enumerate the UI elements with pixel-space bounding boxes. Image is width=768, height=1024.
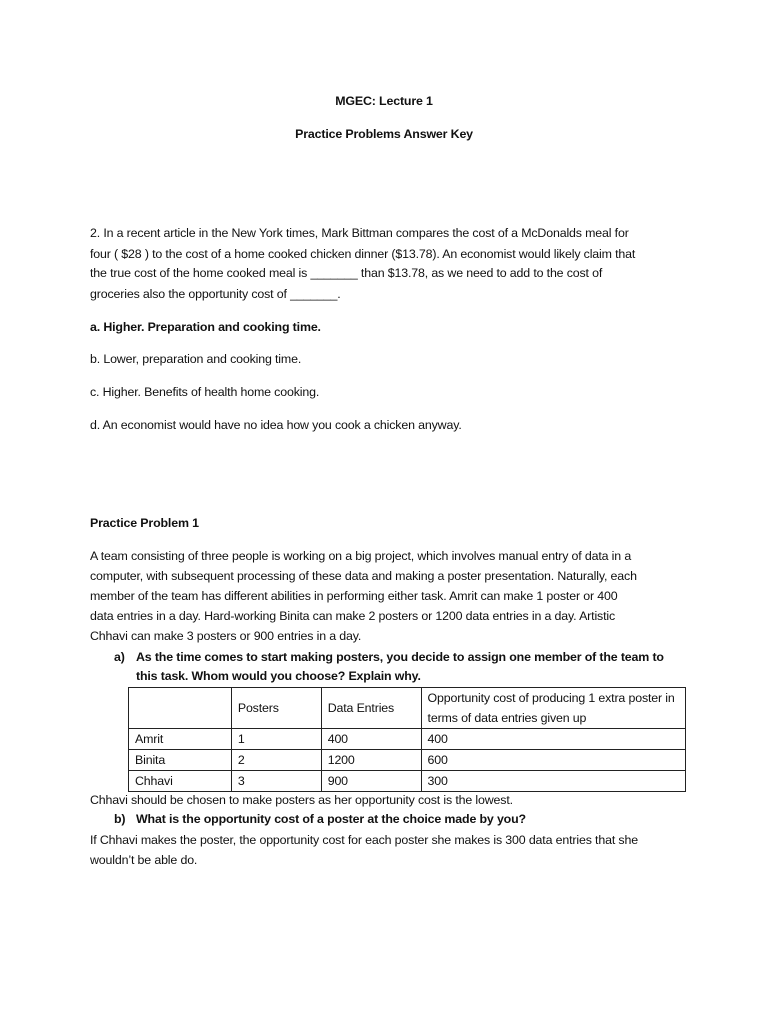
lecture-title: MGEC: Lecture 1 [335,94,433,108]
table-cell: 400 [321,729,421,750]
table-header-cell [129,688,232,729]
table-cell: 400 [421,729,685,750]
part-a-label: a) [114,650,125,664]
table-cell: 300 [421,771,685,792]
opportunity-cost-table [128,687,686,792]
table-cell: 3 [231,771,321,792]
option-c: c. Higher. Benefits of health home cooking. [90,385,320,399]
table-cell: 600 [421,750,685,771]
table-cell: Amrit [129,729,232,750]
table-header-cell: Opportunity cost of producing 1 extra poster in terms of data entries given up [421,688,685,729]
answer-key-subtitle: Practice Problems Answer Key [295,127,473,141]
table-header-cell: Posters [231,688,321,729]
answer-b-line-1: If Chhavi makes the poster, the opportunity cost for each poster she makes is 300 data entries that she [90,833,638,847]
question2-line-4: groceries also the opportunity cost of _______. [90,287,341,301]
table-cell: 2 [231,750,321,771]
table-row [129,729,686,750]
part-a-question-line-1: As the time comes to start making posters, you decide to assign one member of the team to [136,650,664,664]
intro-line-5: Chhavi can make 3 posters or 900 entries in a day. [90,629,362,643]
table-header-cell: Data Entries [321,688,421,729]
question2-line-3: the true cost of the home cooked meal is _______ than $13.78, as we need to add to the cost of [90,266,603,280]
intro-line-3: member of the team has different abilities in performing either task. Amrit can make 1 poster or 400 [90,589,618,603]
practice-problem-heading: Practice Problem 1 [90,516,199,530]
part-a-question-line-2: this task. Whom would you choose? Explain why. [136,669,421,683]
table-cell: Binita [129,750,232,771]
part-b-question: What is the opportunity cost of a poster at the choice made by you? [136,812,526,826]
table-header-row [129,688,686,729]
table-cell: 900 [321,771,421,792]
table-row [129,750,686,771]
answer-b-line-2: wouldn’t be able do. [90,853,198,867]
option-a: a. Higher. Preparation and cooking time. [90,320,321,334]
intro-line-2: computer, with subsequent processing of these data and making a poster presentation. Naturally, each [90,569,637,583]
question2-line-1: 2. In a recent article in the New York times, Mark Bittman compares the cost of a McDonalds meal for [90,226,629,240]
option-d: d. An economist would have no idea how you cook a chicken anyway. [90,418,462,432]
part-b-label: b) [114,812,126,826]
intro-line-4: data entries in a day. Hard-working Binita can make 2 posters or 1200 data entries in a day. Artistic [90,609,616,623]
option-b: b. Lower, preparation and cooking time. [90,352,302,366]
table-cell: 1200 [321,750,421,771]
table-row [129,771,686,792]
question2-line-2: four ( $28 ) to the cost of a home cooked chicken dinner ($13.78). An economist would likely claim that [90,247,636,261]
answer-a: Chhavi should be chosen to make posters as her opportunity cost is the lowest. [90,793,513,807]
intro-line-1: A team consisting of three people is working on a big project, which involves manual entry of data in a [90,549,632,563]
table-cell: Chhavi [129,771,232,792]
table-cell: 1 [231,729,321,750]
